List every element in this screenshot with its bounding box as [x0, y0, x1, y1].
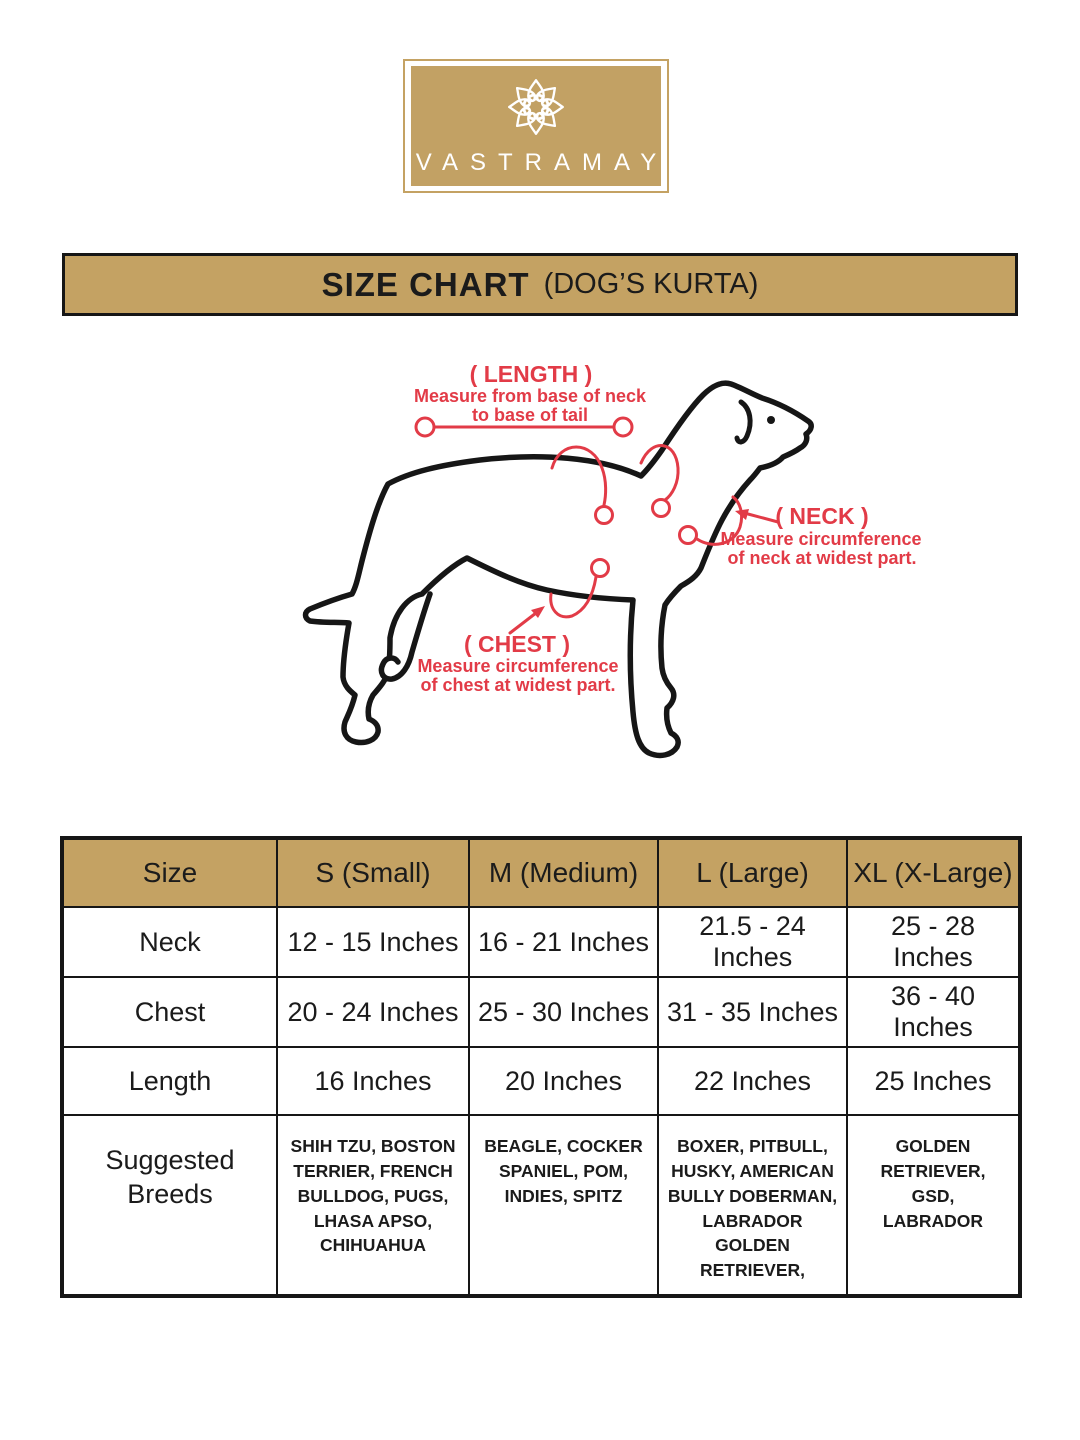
neck-large: 21.5 - 24 Inches	[658, 907, 847, 977]
col-header-medium: M (Medium)	[469, 838, 658, 907]
title-banner	[62, 253, 1018, 316]
neck-medium: 16 - 21 Inches	[469, 907, 658, 977]
length-title: ( LENGTH )	[469, 361, 593, 387]
dog-eye-icon	[767, 416, 775, 424]
table-row-length	[62, 1047, 1020, 1115]
col-header-size: Size	[62, 838, 277, 907]
neck-desc-2: of neck at widest part.	[727, 548, 917, 568]
brand-logo	[403, 59, 669, 193]
breeds-small: SHIH TZU, BOSTON TERRIER, FRENCH BULLDOG, PUGS, LHASA APSO, CHIHUAHUA	[290, 1136, 456, 1256]
size-table-header-row	[62, 838, 1020, 907]
breeds-xlarge: GOLDEN RETRIEVER, GSD, LABRADOR	[880, 1136, 986, 1231]
dog-diagram-svg	[0, 350, 1080, 810]
col-header-xlarge: XL (X-Large)	[847, 838, 1020, 907]
chest-arrow	[510, 606, 545, 633]
brand-logo-panel	[411, 66, 669, 186]
col-header-large: L (Large)	[658, 838, 847, 907]
breeds-medium: BEAGLE, COCKER SPANIEL, POM, INDIES, SPITZ	[484, 1136, 643, 1206]
length-large: 22 Inches	[658, 1047, 847, 1115]
chest-desc-2: of chest at widest part.	[420, 675, 616, 695]
chest-title: ( CHEST )	[463, 631, 571, 657]
chest-small: 20 - 24 Inches	[277, 977, 469, 1047]
length-desc-2: to base of tail	[471, 405, 589, 425]
chest-large: 31 - 35 Inches	[658, 977, 847, 1047]
vastramay-emblem-icon	[505, 76, 567, 143]
neck-small: 12 - 15 Inches	[277, 907, 469, 977]
brand-name: VASTRAMAY	[415, 148, 669, 176]
dog-measurement-diagram	[0, 350, 1080, 810]
length-small: 16 Inches	[277, 1047, 469, 1115]
length-xlarge: 25 Inches	[847, 1047, 1020, 1115]
chest-xlarge: 36 - 40 Inches	[847, 977, 1020, 1047]
length-medium: 20 Inches	[469, 1047, 658, 1115]
col-header-small: S (Small)	[277, 838, 469, 907]
table-row-breeds	[62, 1115, 1020, 1296]
row-label-neck: Neck	[62, 907, 277, 977]
row-label-breeds: Suggested Breeds	[105, 1145, 235, 1209]
table-row-chest	[62, 977, 1020, 1047]
neck-desc-1: Measure circumference	[720, 529, 922, 549]
dog-outline-icon	[306, 383, 812, 755]
neck-title: ( NECK )	[775, 503, 869, 529]
chest-desc-1: Measure circumference	[417, 656, 619, 676]
page-subtitle: (DOG’S KURTA)	[543, 268, 759, 300]
length-desc-1: Measure from base of neck	[413, 386, 647, 406]
breeds-large: BOXER, PITBULL, HUSKY, AMERICAN BULLY DOBERMAN, LABRADOR GOLDEN RETRIEVER,	[667, 1136, 838, 1281]
chest-medium: 25 - 30 Inches	[469, 977, 658, 1047]
row-label-chest: Chest	[62, 977, 277, 1047]
size-table	[60, 836, 1022, 1298]
neck-xlarge: 25 - 28 Inches	[847, 907, 1020, 977]
row-label-length: Length	[62, 1047, 277, 1115]
table-row-neck	[62, 907, 1020, 977]
page-title: SIZE CHART	[321, 265, 530, 303]
